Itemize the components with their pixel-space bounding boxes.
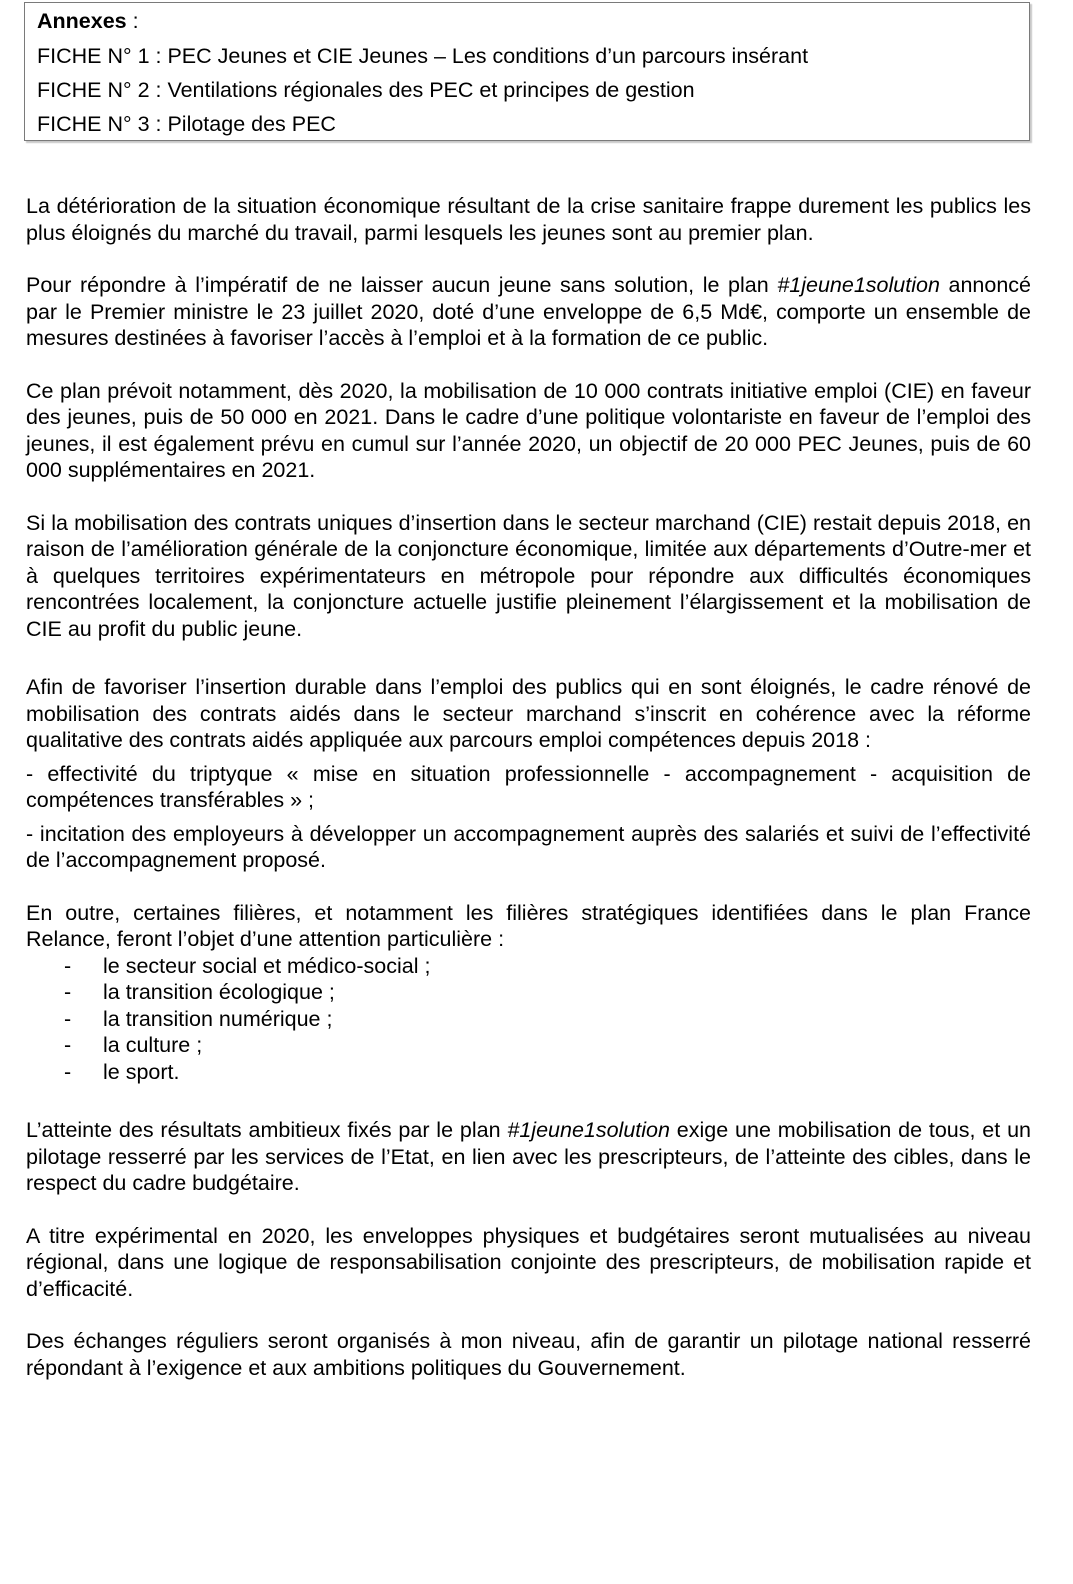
plan-rest-text: annoncé par le Premier ministre le 23 juillet 2020, doté d’une enveloppe de 6,5 Md€, comporte un ensemble de mesures destinées à favoriser l’accès à l’emploi et à la formation de ce public. [26,273,1032,350]
pilotage-hashtag: #1jeune1solution [507,1118,670,1142]
annex-item-2: FICHE N° 2 : Ventilations régionales des PEC et principes de gestion [37,78,695,102]
paragraph-filieres: En outre, certaines filières, et notamment les filières stratégiques identifiées dans le plan France Relance, feront l’objet d’une attention particulière : [26,900,1031,951]
paragraph-framework: Afin de favoriser l’insertion durable dans l’emploi des publics qui en sont éloignés, le cadre rénové de mobilisation des contrats aidés dans le secteur marchand s’inscrit en cohérence avec la réforme qualitative des contrats aidés appliquée aux parcours emploi compétences depuis 2018 : [26,675,1031,752]
plan-hashtag: #1jeune1solution [777,273,940,297]
annex-item-3: FICHE N° 3 : Pilotage des PEC [37,112,336,136]
paragraph-plan [26,272,1031,352]
annexes-title: Annexes [37,9,127,33]
pilotage-intro-text: L’atteinte des résultats ambitieux fixés par le plan [26,1118,508,1142]
sectors-list [26,953,1031,1086]
plan-intro-text: Pour répondre à l’impératif de ne laisser aucun jeune sans solution, le plan [26,273,778,297]
paragraph-targets: Ce plan prévoit notamment, dès 2020, la mobilisation de 10 000 contrats initiative emploi (CIE) en faveur des jeunes, puis de 50 000 en 2021. Dans le cadre d’une politique volontariste en faveur de l’emploi des jeunes, il est également prévu en cumul sur l’année 2020, un objectif de 20 000 PEC Jeunes, puis de 60 000 supplémentaires en 2021. [26,378,1031,482]
paragraph-context: La détérioration de la situation économique résultant de la crise sanitaire frappe durement les publics les plus éloignés du marché du travail, parmi lesquels les jeunes sont au premier plan. [26,194,1031,245]
list-item: - la transition écologique ; [64,980,335,1004]
dash-mark: - [64,980,72,1004]
dash-mark: - [64,953,72,978]
annexes-heading [37,9,1017,33]
list-item: - la culture ; [64,1033,203,1057]
list-item: - le secteur social et médico-social ; [64,953,431,978]
pilotage-rest-text: exige une mobilisation de tous, et un pilotage resserré par les services de l’Etat, en lien avec les prescripteurs, de l’atteinte des cibles, dans le respect du cadre budgétaire. [26,1118,1031,1195]
list-item: - le sport. [64,1059,180,1084]
dash-mark: - [64,1033,72,1057]
framework-item-accompagnement: - incitation des employeurs à développer un accompagnement auprès des salariés et suivi de l’effectivité de l’accompagnement proposé. [26,821,1031,872]
framework-item-triptyque: - effectivité du triptyque « mise en situation professionnelle - accompagnement - acquisition de compétences transférables » ; [26,761,1031,812]
paragraph-echanges: Des échanges réguliers seront organisés à mon niveau, afin de garantir un pilotage national resserré répondant à l’exigence et aux ambitions politiques du Gouvernement. [26,1329,1031,1380]
annex-item-1: FICHE N° 1 : PEC Jeunes et CIE Jeunes – Les conditions d’un parcours insérant [37,44,809,68]
dash-mark: - [64,1006,72,1031]
annexes-colon: : [126,9,139,33]
annexes-box [24,2,1030,141]
document-body [26,193,1031,1381]
list-item: - la transition numérique ; [64,1006,333,1031]
paragraph-pilotage [26,1117,1031,1197]
paragraph-experimental: A titre expérimental en 2020, les enveloppes physiques et budgétaires seront mutualisées au niveau régional, dans une logique de responsabilisation conjointe des prescripteurs, de mobilisation rapide et d’efficacité. [26,1223,1031,1301]
paragraph-cie: Si la mobilisation des contrats uniques d’insertion dans le secteur marchand (CIE) restait depuis 2018, en raison de l’amélioration générale de la conjoncture économique, limitée aux départements d’Outre-mer et à quelques territoires expérimentateurs en métropole pour répondre aux difficultés économiques rencontrées localement, la conjoncture actuelle justifie pleinement l’élargissement et la mobilisation de CIE au profit du public jeune. [26,510,1031,641]
dash-mark: - [64,1059,72,1084]
